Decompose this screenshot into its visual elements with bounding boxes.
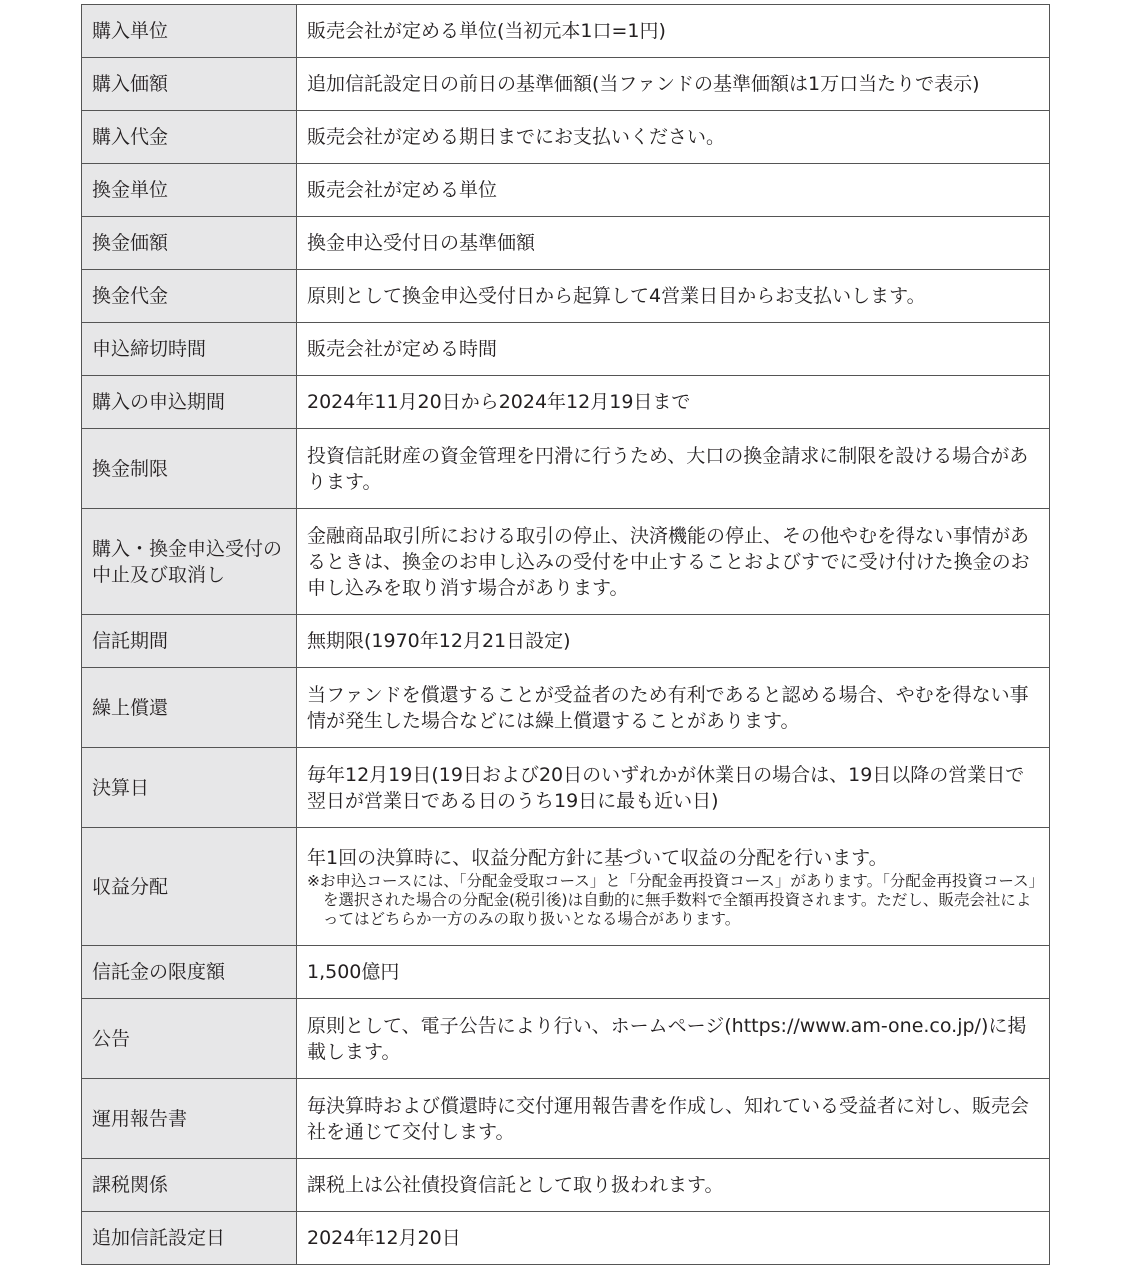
row-label: 換金制限 bbox=[82, 429, 297, 509]
row-value: 毎年12月19日(19日および20日のいずれかが休業日の場合は、19日以降の営業日で翌日が営業日である日のうち19日に最も近い日) bbox=[297, 748, 1050, 828]
row-value: 金融商品取引所における取引の停止、決済機能の停止、その他やむを得ない事情があるときは、換金のお申し込みの受付を中止することおよびすでに受け付けた換金のお申し込みを取り消す場合があります。 bbox=[297, 509, 1050, 615]
row-value: 2024年11月20日から2024年12月19日まで bbox=[297, 376, 1050, 429]
row-label: 換金代金 bbox=[82, 270, 297, 323]
table-row bbox=[82, 946, 1050, 999]
row-value: 2024年12月20日 bbox=[297, 1212, 1050, 1265]
row-label: 購入の申込期間 bbox=[82, 376, 297, 429]
row-value: 無期限(1970年12月21日設定) bbox=[297, 615, 1050, 668]
table-row bbox=[82, 58, 1050, 111]
row-label: 収益分配 bbox=[82, 828, 297, 946]
row-value: 原則として、電子公告により行い、ホームページ(https://www.am-one.co.jp/)に掲載します。 bbox=[297, 999, 1050, 1079]
fund-info-table bbox=[81, 4, 1050, 1265]
row-value: 原則として換金申込受付日から起算して4営業日目からお支払いします。 bbox=[297, 270, 1050, 323]
row-label: 決算日 bbox=[82, 748, 297, 828]
row-label: 購入単位 bbox=[82, 5, 297, 58]
row-value: 販売会社が定める時間 bbox=[297, 323, 1050, 376]
table-row bbox=[82, 509, 1050, 615]
row-value: 販売会社が定める期日までにお支払いください。 bbox=[297, 111, 1050, 164]
row-value: 換金申込受付日の基準価額 bbox=[297, 217, 1050, 270]
row-label: 換金価額 bbox=[82, 217, 297, 270]
row-label: 申込締切時間 bbox=[82, 323, 297, 376]
row-label: 購入・換金申込受付の中止及び取消し bbox=[82, 509, 297, 615]
table-row bbox=[82, 376, 1050, 429]
row-value: 年1回の決算時に、収益分配方針に基づいて収益の分配を行います。 bbox=[307, 846, 888, 869]
table-row bbox=[82, 323, 1050, 376]
row-label: 追加信託設定日 bbox=[82, 1212, 297, 1265]
row-label: 運用報告書 bbox=[82, 1079, 297, 1159]
row-value: 投資信託財産の資金管理を円滑に行うため、大口の換金請求に制限を設ける場合があります。 bbox=[297, 429, 1050, 509]
row-value: 当ファンドを償還することが受益者のため有利であると認める場合、やむを得ない事情が発生した場合などには繰上償還することがあります。 bbox=[297, 668, 1050, 748]
table-row bbox=[82, 217, 1050, 270]
row-value: 1,500億円 bbox=[297, 946, 1050, 999]
row-label: 購入価額 bbox=[82, 58, 297, 111]
table-row bbox=[82, 1159, 1050, 1212]
table-row bbox=[82, 270, 1050, 323]
row-value: 課税上は公社債投資信託として取り扱われます。 bbox=[297, 1159, 1050, 1212]
row-label: 課税関係 bbox=[82, 1159, 297, 1212]
row-value-with-note bbox=[297, 828, 1050, 946]
table-row bbox=[82, 429, 1050, 509]
table-row bbox=[82, 828, 1050, 946]
row-value: 販売会社が定める単位(当初元本1口=1円) bbox=[297, 5, 1050, 58]
table-row bbox=[82, 999, 1050, 1079]
table-row bbox=[82, 111, 1050, 164]
table-row bbox=[82, 1079, 1050, 1159]
table-row bbox=[82, 1212, 1050, 1265]
table-row bbox=[82, 164, 1050, 217]
row-label: 繰上償還 bbox=[82, 668, 297, 748]
row-label: 公告 bbox=[82, 999, 297, 1079]
row-value: 追加信託設定日の前日の基準価額(当ファンドの基準価額は1万口当たりで表示) bbox=[297, 58, 1050, 111]
row-label: 信託金の限度額 bbox=[82, 946, 297, 999]
row-label: 信託期間 bbox=[82, 615, 297, 668]
table-row bbox=[82, 748, 1050, 828]
row-note: ※お申込コースには、「分配金受取コース」と「分配金再投資コース」があります。「分配金再投資コース」を選択された場合の分配金(税引後)は自動的に無手数料で全額再投資されます。ただし、販売会社によってはどちらか一方のみの取り扱いとなる場合があります。 bbox=[307, 871, 1037, 928]
row-label: 購入代金 bbox=[82, 111, 297, 164]
row-value: 毎決算時および償還時に交付運用報告書を作成し、知れている受益者に対し、販売会社を通じて交付します。 bbox=[297, 1079, 1050, 1159]
row-value: 販売会社が定める単位 bbox=[297, 164, 1050, 217]
table-row bbox=[82, 615, 1050, 668]
row-label: 換金単位 bbox=[82, 164, 297, 217]
table-row bbox=[82, 668, 1050, 748]
table-row bbox=[82, 5, 1050, 58]
